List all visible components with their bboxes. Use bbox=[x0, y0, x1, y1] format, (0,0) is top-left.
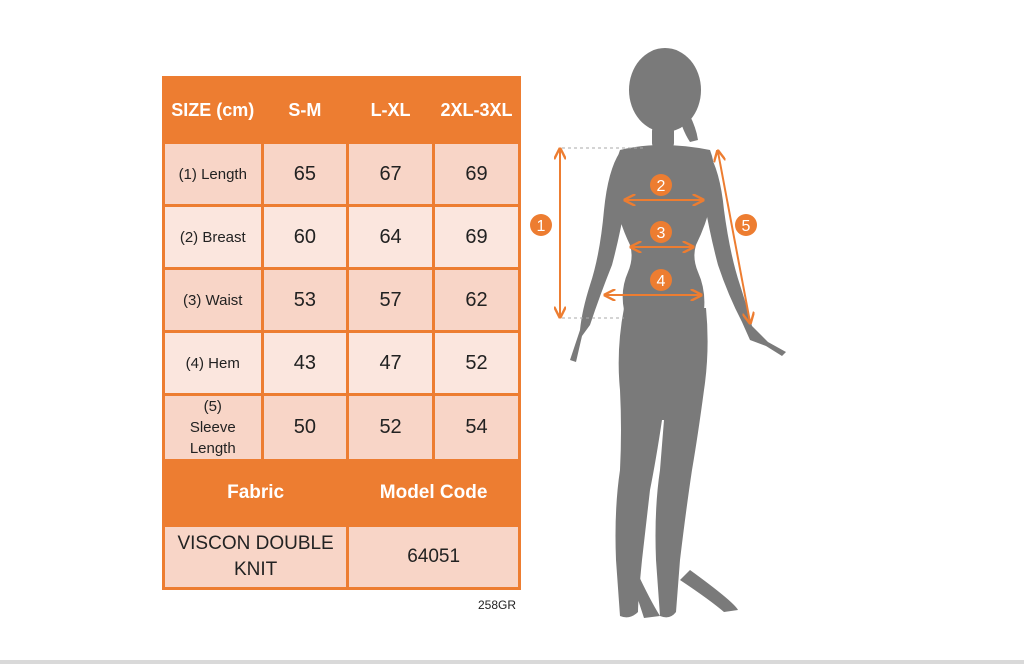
bottom-divider bbox=[0, 660, 1024, 664]
cell-value: 64 bbox=[349, 207, 432, 267]
table-row bbox=[165, 270, 518, 330]
cell-value: 69 bbox=[435, 207, 518, 267]
marker-4 bbox=[650, 269, 672, 291]
cell-value: 62 bbox=[435, 270, 518, 330]
table-row bbox=[165, 207, 518, 267]
marker-5 bbox=[735, 214, 757, 236]
size-cm-header: SIZE (cm) bbox=[165, 79, 261, 141]
table-row bbox=[165, 396, 518, 459]
fabric-value: VISCON DOUBLE KNIT bbox=[165, 527, 346, 587]
fabric-model-value-row bbox=[165, 527, 518, 587]
cell-value: 67 bbox=[349, 144, 432, 204]
marker-3-label: 3 bbox=[656, 225, 666, 242]
marker-3 bbox=[650, 221, 672, 243]
marker-1 bbox=[530, 214, 552, 236]
product-code-tag: 258GR bbox=[478, 598, 517, 612]
table-row bbox=[165, 144, 518, 204]
cell-value: 53 bbox=[264, 270, 347, 330]
row-label: (4) Hem bbox=[165, 333, 261, 393]
cell-value: 57 bbox=[349, 270, 432, 330]
fabric-model-header-row bbox=[165, 462, 518, 524]
cell-value: 43 bbox=[264, 333, 347, 393]
cell-value: 50 bbox=[264, 396, 347, 459]
row-label: (1) Length bbox=[165, 144, 261, 204]
body-measurement-figure bbox=[520, 40, 820, 640]
cell-value: 69 bbox=[435, 144, 518, 204]
cell-value: 60 bbox=[264, 207, 347, 267]
model-code-value: 64051 bbox=[349, 527, 518, 587]
size-header-l-xl: L-XL bbox=[349, 79, 432, 141]
cell-value: 54 bbox=[435, 396, 518, 459]
model-code-header: Model Code bbox=[349, 462, 518, 524]
marker-5-label: 5 bbox=[741, 218, 751, 235]
marker-2-label: 2 bbox=[656, 178, 666, 195]
cell-value: 47 bbox=[349, 333, 432, 393]
woman-silhouette-icon bbox=[570, 48, 786, 618]
row-label: (3) Waist bbox=[165, 270, 261, 330]
size-header-row bbox=[165, 79, 518, 141]
row-label: (5) Sleeve Length bbox=[165, 396, 261, 459]
size-header-2xl-3xl: 2XL-3XL bbox=[435, 79, 518, 141]
cell-value: 52 bbox=[435, 333, 518, 393]
cell-value: 65 bbox=[264, 144, 347, 204]
size-header-s-m: S-M bbox=[264, 79, 347, 141]
marker-1-label: 1 bbox=[536, 218, 546, 235]
cell-value: 52 bbox=[349, 396, 432, 459]
fabric-header: Fabric bbox=[165, 462, 346, 524]
size-chart-table bbox=[162, 76, 521, 590]
row-label: (2) Breast bbox=[165, 207, 261, 267]
marker-2 bbox=[650, 174, 672, 196]
marker-4-label: 4 bbox=[656, 273, 666, 290]
table-row bbox=[165, 333, 518, 393]
